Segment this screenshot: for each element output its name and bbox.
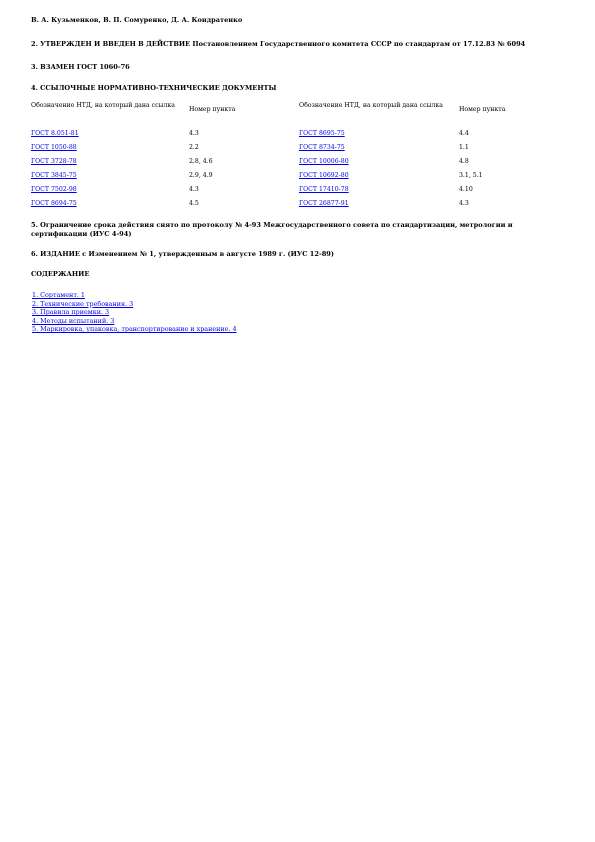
item-number: 3.1, 5.1 <box>459 172 483 179</box>
item-number: 1.1 <box>459 144 469 151</box>
document-page <box>31 14 571 334</box>
references-heading: 4. ССЫЛОЧНЫЕ НОРМАТИВНО-ТЕХНИЧЕСКИЕ ДОКУМЕНТЫ <box>31 84 277 92</box>
header-doc-1: Обозначение НТД, на который дана ссылка <box>31 102 175 109</box>
item-number: 2.9, 4.9 <box>189 172 213 179</box>
header-doc-2: Обозначение НТД, на который дана ссылка <box>299 102 443 109</box>
gost-link[interactable]: ГОСТ 7502-98 <box>31 186 77 193</box>
item-number: 4.3 <box>189 130 199 137</box>
item-number: 2.2 <box>189 144 199 151</box>
toc-link-4[interactable]: 4. Методы испытаний. 3 <box>32 316 115 325</box>
gost-link[interactable]: ГОСТ 8734-75 <box>299 144 345 151</box>
toc-link-1[interactable]: 1. Сортамент. 1 <box>32 291 85 299</box>
replaces-paragraph: 3. ВЗАМЕН ГОСТ 1060-76 <box>31 63 130 71</box>
references-table <box>31 102 559 214</box>
item-number: 4.5 <box>189 200 199 207</box>
table-row <box>31 186 559 200</box>
header-item-1: Номер пункта <box>189 106 236 113</box>
gost-link[interactable]: ГОСТ 1050-88 <box>31 144 77 151</box>
gost-link[interactable]: ГОСТ 8695-75 <box>299 130 345 137</box>
table-row <box>31 130 559 144</box>
gost-link[interactable]: ГОСТ 8.051-81 <box>31 130 79 137</box>
item-number: 4.3 <box>459 200 469 207</box>
gost-link[interactable]: ГОСТ 10006-80 <box>299 158 349 165</box>
item-number: 4.4 <box>459 130 469 137</box>
item-number: 4.8 <box>459 158 469 165</box>
gost-link[interactable]: ГОСТ 26877-91 <box>299 200 349 207</box>
toc-link-2[interactable]: 2. Технические требования. 3 <box>32 299 134 308</box>
toc-link-3[interactable]: 3. Правила приемки. 3 <box>32 308 110 316</box>
toc-link-5[interactable]: 5. Маркировка, упаковка, транспортирование и хранение. 4 <box>32 325 237 333</box>
item-number: 2.8, 4.6 <box>189 158 213 165</box>
table-row <box>31 200 559 214</box>
validity-paragraph: 5. Ограничение срока действия снято по протоколу № 4-93 Межгосударственного совета по стандартизации, метрологии и сертификации (ИУС 4-94) <box>31 221 513 238</box>
table-row <box>31 144 559 158</box>
table-of-contents <box>32 291 571 334</box>
gost-link[interactable]: ГОСТ 8694-75 <box>31 200 77 207</box>
table-row <box>31 158 559 172</box>
table-row <box>31 172 559 186</box>
gost-link[interactable]: ГОСТ 3845-75 <box>31 172 77 179</box>
gost-link[interactable]: ГОСТ 3728-78 <box>31 158 77 165</box>
authors-line: В. А. Кузьменков, В. П. Сомуренко, Д. А. Кондратенко <box>31 16 243 24</box>
item-number: 4.10 <box>459 186 473 193</box>
approval-paragraph: 2. УТВЕРЖДЕН И ВВЕДЕН В ДЕЙСТВИЕ Постановлением Государственного комитета СССР по стандартам от 17.12.83 № 6094 <box>31 40 526 48</box>
gost-link[interactable]: ГОСТ 10692-80 <box>299 172 349 179</box>
contents-heading: СОДЕРЖАНИЕ <box>31 270 90 278</box>
header-item-2: Номер пункта <box>459 106 506 113</box>
item-number: 4.3 <box>189 186 199 193</box>
gost-link[interactable]: ГОСТ 17410-78 <box>299 186 349 193</box>
edition-paragraph: 6. ИЗДАНИЕ с Изменением № 1, утвержденным в августе 1989 г. (ИУС 12-89) <box>31 250 334 258</box>
